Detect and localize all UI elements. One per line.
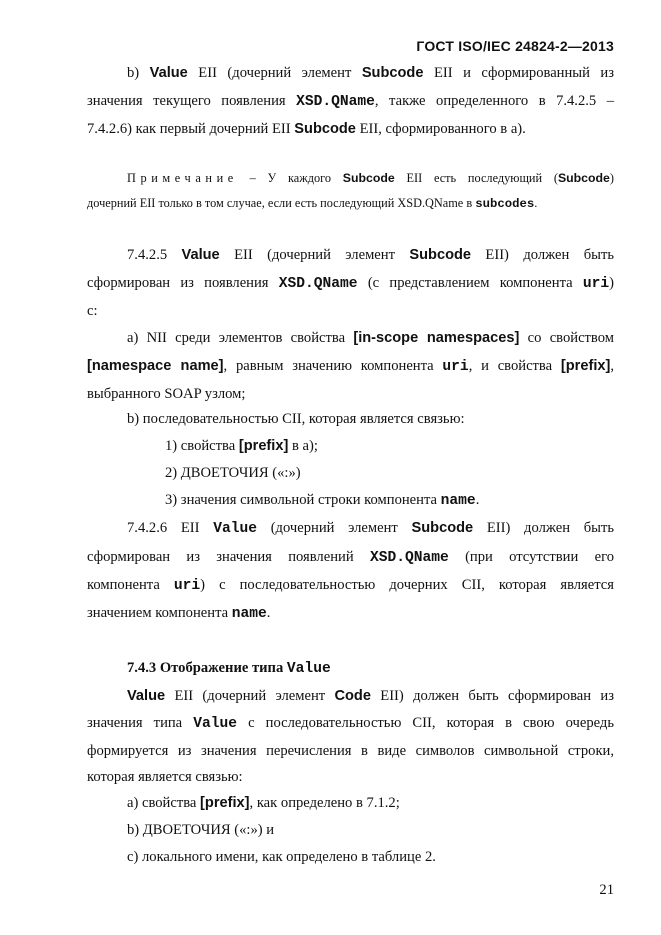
list-item-a: а) свойства [prefix], как определено в 7.1.2; [127, 795, 400, 811]
section-7-4-2-6-line: 7.4.2.6 EII Value (дочерний элемент Subcode EII) должен быть [127, 520, 614, 537]
note-label: Примечание [127, 171, 238, 185]
text-line: [namespace name], равным значению компонента uri, и свойства [prefix], [87, 358, 615, 375]
note-line: дочерний EII только в том случае, если есть последующий XSD.QName в subcodes. [87, 196, 538, 211]
term-subcode: Subcode [409, 247, 472, 263]
term-uri: uri [442, 359, 469, 375]
term-uri: uri [173, 578, 201, 594]
sub-item-2: 2) ДВОЕТОЧИЯ («:») [165, 465, 301, 481]
note-line: Примечание – У каждого Subcode EII есть последующий (Subcode) [127, 171, 614, 185]
term-subcode: Subcode [557, 171, 610, 185]
text-line: сформирован из появления XSD.QName (с представлением компонента uri) [87, 275, 614, 292]
term-subcode: Subcode [294, 121, 356, 137]
text-line: которая является связью: [87, 769, 243, 785]
list-item-b: b) последовательностью CII, которая является связью: [127, 411, 465, 427]
standard-code-header: ГОСТ ISO/IEC 24824-2—2013 [416, 38, 614, 54]
text-line: сформирован из значения появлений XSD.QName (при отсутствии его [87, 549, 614, 566]
text-line: 7.4.2.6) как первый дочерний EII Subcode EII, сформированного в а). [87, 121, 526, 137]
term-subcode: Subcode [361, 65, 424, 81]
text-line: Value EII (дочерний элемент Code EII) должен быть сформирован из [127, 688, 614, 704]
term-name: name [440, 493, 476, 509]
text-line: значения типа Value с последовательностью CII, которая в свою очередь [87, 715, 614, 732]
term-xsd-qname: XSD.QName [278, 276, 358, 292]
term-value: Value [213, 521, 257, 537]
text-line: значением компонента name. [87, 605, 271, 622]
term-prefix: [prefix] [200, 795, 250, 811]
term-prefix: [prefix] [238, 438, 289, 454]
list-item-a: а) NII среди элементов свойства [in-scope namespaces] со свойством [127, 330, 614, 346]
text-line: b) Value EII (дочерний элемент Subcode EII и сформированный из [127, 65, 614, 81]
section-7-4-2-5-line: 7.4.2.5 Value EII (дочерний элемент Subcode EII) должен быть [127, 247, 614, 263]
page-number: 21 [599, 882, 614, 898]
term-namespace-name: [namespace name] [87, 358, 224, 374]
term-xsd-qname: XSD.QName [296, 94, 375, 110]
text-line: компонента uri) с последовательностью дочерних CII, которая является [87, 577, 614, 594]
sub-item-3: 3) значения символьной строки компонента name. [165, 492, 480, 509]
list-item-b: b) ДВОЕТОЧИЯ («:») и [127, 822, 275, 838]
text-line: с: [87, 303, 98, 319]
term-name: name [231, 606, 267, 622]
term-subcodes: subcodes [475, 197, 535, 211]
term-uri: uri [582, 276, 610, 292]
term-value: Value [193, 716, 238, 732]
term-value: Value [127, 688, 166, 704]
term-code: Code [334, 688, 371, 704]
term-subcode: Subcode [411, 520, 474, 536]
term-value: Value [286, 661, 331, 677]
term-xsd-qname: XSD.QName [369, 550, 449, 566]
term-value: Value [149, 65, 188, 81]
term-prefix: [prefix] [560, 358, 611, 374]
sub-item-1: 1) свойства [prefix] в а); [165, 438, 318, 454]
section-heading-7-4-3: 7.4.3 Отображение типа Value [127, 660, 331, 677]
text-line: формируется из значения перечисления в виде символов символьной строки, [87, 743, 614, 759]
term-value: Value [181, 247, 220, 263]
list-item-c: c) локального имени, как определено в таблице 2. [127, 849, 436, 865]
term-in-scope-namespaces: [in-scope namespaces] [353, 330, 520, 346]
text-line: значения текущего появления XSD.QName, также определенного в 7.4.2.5 – [87, 93, 614, 110]
term-subcode: Subcode [342, 171, 395, 185]
text-line: выбранного SOAP узлом; [87, 386, 246, 402]
